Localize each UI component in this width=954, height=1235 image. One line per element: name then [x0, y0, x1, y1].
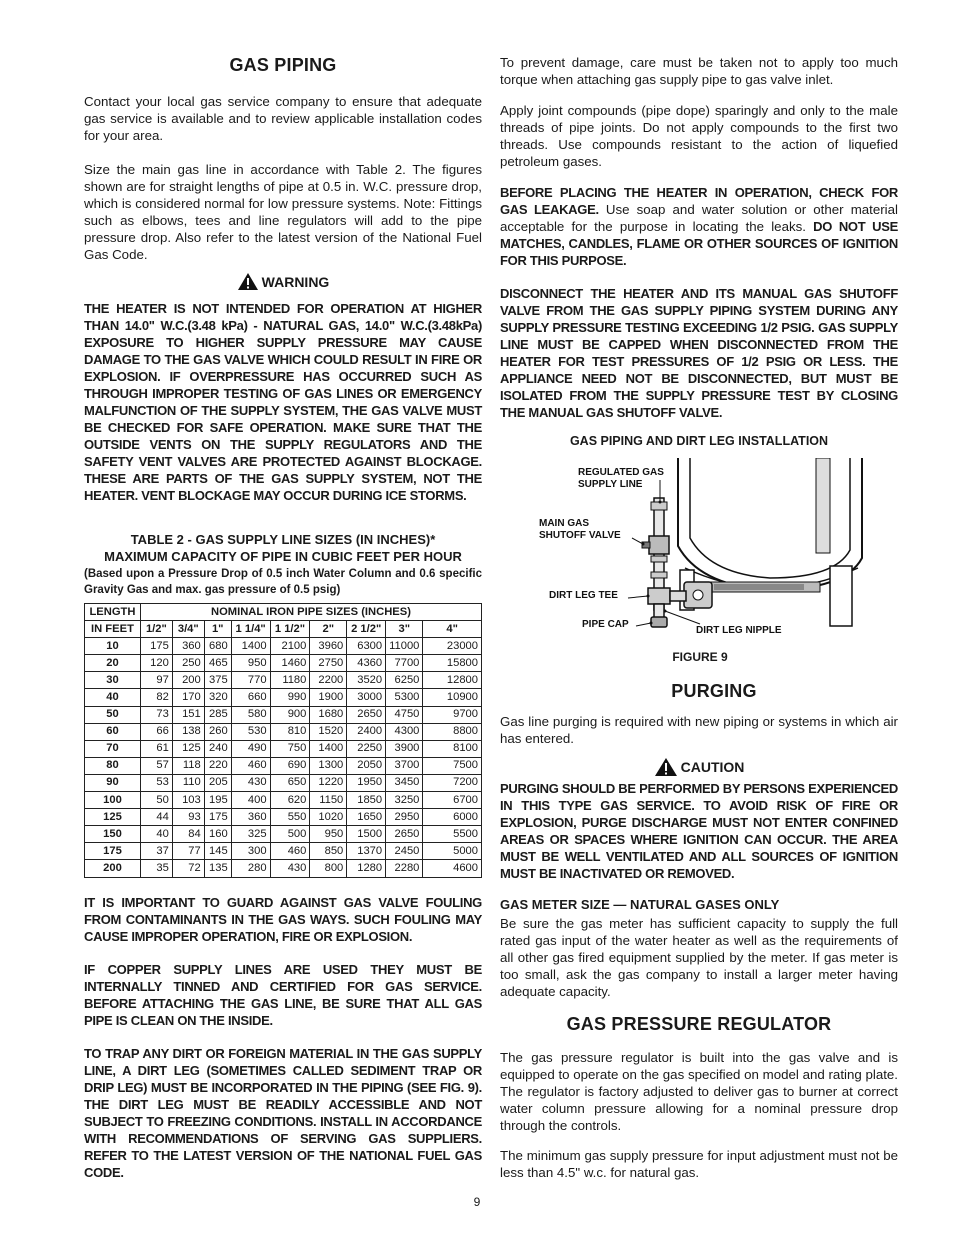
figure-label-dirt-leg-nipple: DIRT LEG NIPPLE: [696, 625, 782, 636]
table-caption-note: (Based upon a Pressure Drop of 0.5 inch Water Column and 0.6 specific Gravity Gas and max. gas pressure of 0.5 psig): [84, 568, 482, 596]
capacity-cell: 1850: [347, 792, 386, 809]
capacity-cell: 73: [140, 706, 172, 723]
gas-piping-paragraph-1: Contact your local gas service company to ensure that adequate gas service is available and to review applicable installation codes for your area.: [84, 94, 482, 143]
table-row: [85, 826, 482, 843]
warning-heading: [84, 272, 482, 291]
figure-label-shutoff-2: SHUTOFF VALVE: [539, 530, 621, 541]
capacity-cell: 5300: [386, 689, 423, 706]
capacity-cell: 175: [140, 638, 172, 655]
leak-check-plain: Use soap and water solution or other material acceptable for the purpose in locating the leaks.: [500, 202, 898, 234]
capacity-cell: 1180: [270, 672, 310, 689]
capacity-cell: 2650: [347, 706, 386, 723]
length-cell: 20: [85, 655, 141, 672]
caution-triangle-icon: [654, 757, 678, 777]
length-cell: 150: [85, 826, 141, 843]
capacity-cell: 4300: [386, 723, 423, 740]
figure-label-regulated-1: REGULATED GAS: [578, 467, 664, 478]
capacity-cell: 1280: [347, 860, 386, 877]
table-row: [85, 757, 482, 774]
length-cell: 10: [85, 638, 141, 655]
warning-text: THE HEATER IS NOT INTENDED FOR OPERATION AT HIGHER THAN 14.0" W.C.(3.48 kPa) - NATURAL GAS, 14.0" W.C.(3.48kPa) EXPOSURE TO HIGHER SUPPLY PRESSURE MAY CAUSE DAMAGE TO THE GAS VALVE WHICH COULD RESULT IN FIRE OR EXPLOSION. IF OVERPRESSURE HAS OCCURRED SUCH AS THROUGH IMPROPER TESTING OF GAS LINES OR EMERGENCY MALFUNCTION OF THE SUPPLY SYSTEM, THE GAS VALVE MUST BE CHECKED FOR SAFE OPERATION. MAKE SURE THAT THE OUTSIDE VENTS ON THE SUPPLY REGULATORS AND THE SAFETY VENT VALVES ARE PROTECTED AGAINST BLOCKAGE. THESE ARE PARTS OF THE GAS SUPPLY SYSTEM, NOT THE HEATER. VENT BLOCKAGE MAY OCCUR DURING ICE STORMS.: [84, 301, 482, 503]
capacity-cell: 990: [270, 689, 310, 706]
figure-caption: FIGURE 9: [672, 650, 728, 664]
capacity-cell: 1370: [347, 843, 386, 860]
table-row: [85, 809, 482, 826]
capacity-cell: 118: [172, 757, 204, 774]
capacity-cell: 205: [204, 774, 231, 791]
gas-piping-paragraph-2: Size the main gas line in accordance with Table 2. The figures shown are for straight lengths of pipe at 0.5 in. W.C. pressure drop, which is considered normal for low pressure systems. Note: Fittings such as elbows, tees and line regulators will add to the pipe pressure drop. Also refer to the latest version of the National Fuel Gas Code.: [84, 162, 482, 262]
capacity-cell: 500: [270, 826, 310, 843]
capacity-cell: 320: [204, 689, 231, 706]
length-cell: 175: [85, 843, 141, 860]
capacity-cell: 300: [231, 843, 270, 860]
capacity-cell: 530: [231, 723, 270, 740]
capacity-cell: 490: [231, 740, 270, 757]
pipe-size-header: 1/2": [140, 621, 172, 638]
capacity-cell: 110: [172, 774, 204, 791]
length-cell: 80: [85, 757, 141, 774]
capacity-cell: 93: [172, 809, 204, 826]
capacity-cell: 5000: [423, 843, 482, 860]
capacity-cell: 650: [270, 774, 310, 791]
capacity-cell: 2450: [386, 843, 423, 860]
leak-check-paragraph: [500, 184, 898, 269]
figure-label-regulated-line: [578, 467, 664, 491]
capacity-cell: 375: [204, 672, 231, 689]
capacity-cell: 1460: [270, 655, 310, 672]
capacity-cell: 97: [140, 672, 172, 689]
capacity-cell: 1900: [310, 689, 347, 706]
table-row: [85, 774, 482, 791]
capacity-cell: 6250: [386, 672, 423, 689]
figure-label-dirt-leg-tee: DIRT LEG TEE: [549, 590, 618, 601]
capacity-cell: 2250: [347, 740, 386, 757]
capacity-cell: 3520: [347, 672, 386, 689]
dirt-leg-figure: [500, 458, 898, 648]
capacity-cell: 800: [310, 860, 347, 877]
capacity-cell: 6000: [423, 809, 482, 826]
caution-text: PURGING SHOULD BE PERFORMED BY PERSONS EXPERIENCED IN THIS TYPE GAS SERVICE. TO AVOID RISK OF FIRE OR EXPLOSION, PURGE DISCHARGE MUST NOT ENTER CONFINED AREAS OR SPACES WHERE IGNITION CAN OCCUR. THE AREA MUST BE WELL VENTILATED AND ALL SOURCES OF IGNITION MUST BE INACTIVATED OR REMOVED.: [500, 781, 898, 881]
capacity-cell: 138: [172, 723, 204, 740]
capacity-cell: 1020: [310, 809, 347, 826]
regulator-paragraph-2: The minimum gas supply pressure for input adjustment must not be less than 4.5" w.c. for natural gas.: [500, 1148, 898, 1180]
capacity-cell: 285: [204, 706, 231, 723]
figure-label-shutoff-valve: [539, 518, 621, 542]
capacity-cell: 460: [231, 757, 270, 774]
leak-check-bold-b: DO NOT USE MATCHES, CANDLES, FLAME OR OTHER SOURCES OF IGNITION FOR THIS PURPOSE.: [500, 219, 898, 268]
capacity-cell: 151: [172, 706, 204, 723]
capacity-cell: 53: [140, 774, 172, 791]
capacity-cell: 250: [172, 655, 204, 672]
capacity-cell: 5500: [423, 826, 482, 843]
table-row: [85, 740, 482, 757]
warning-triangle-icon: [237, 272, 259, 291]
leak-check-bold-a: BEFORE PLACING THE HEATER IN OPERATION, CHECK FOR GAS LEAKAGE.: [500, 185, 898, 217]
capacity-cell: 3250: [386, 792, 423, 809]
table-row: [85, 706, 482, 723]
capacity-cell: 15800: [423, 655, 482, 672]
capacity-cell: 430: [270, 860, 310, 877]
capacity-cell: 810: [270, 723, 310, 740]
capacity-cell: 900: [270, 706, 310, 723]
capacity-cell: 260: [204, 723, 231, 740]
capacity-cell: 61: [140, 740, 172, 757]
figure-label-regulated-2: SUPPLY LINE: [578, 479, 643, 490]
capacity-cell: 2950: [386, 809, 423, 826]
gas-meter-heading: GAS METER SIZE — NATURAL GASES ONLY: [500, 897, 780, 912]
table-row: [85, 689, 482, 706]
capacity-cell: 400: [231, 792, 270, 809]
capacity-cell: 3960: [310, 638, 347, 655]
table-row: [85, 638, 482, 655]
capacity-cell: 10900: [423, 689, 482, 706]
length-cell: 40: [85, 689, 141, 706]
capacity-cell: 23000: [423, 638, 482, 655]
dirt-leg-illustration: [500, 458, 898, 648]
capacity-cell: 50: [140, 792, 172, 809]
pipe-size-header: 1 1/4": [231, 621, 270, 638]
disconnect-paragraph: DISCONNECT THE HEATER AND ITS MANUAL GAS SHUTOFF VALVE FROM THE GAS SUPPLY PIPING SYSTEM DURING ANY SUPPLY PRESSURE TESTING EXCEEDING 1/2 PSIG. GAS SUPPLY LINE MUST BE CAPPED WHEN DISCONNECTED FROM THE HEATER FOR TEST PRESSURES OF 1/2 PSIG OR LESS. THE APPLIANCE NEED NOT BE DISCONNECTED, BUT MUST BE ISOLATED FROM THE SUPPLY PRESSURE TEST BY CLOSING THE MANUAL GAS SHUTOFF VALVE.: [500, 286, 898, 420]
gas-piping-heading: GAS PIPING: [229, 55, 337, 75]
fouling-paragraph: IT IS IMPORTANT TO GUARD AGAINST GAS VALVE FOULING FROM CONTAMINANTS IN THE GAS WAYS. SUCH FOULING MAY CAUSE IMPROPER OPERATION, FIRE OR EXPLOSION.: [84, 895, 482, 944]
capacity-cell: 1300: [310, 757, 347, 774]
capacity-cell: 1400: [231, 638, 270, 655]
capacity-cell: 125: [172, 740, 204, 757]
capacity-cell: 8100: [423, 740, 482, 757]
gas-meter-paragraph: Be sure the gas meter has sufficient capacity to supply the full rated gas input of the water heater as well as the requirements of all other gas fired equipment supplied by the meter. If gas meter is too small, ask the gas company to install a larger meter having adequate capacity.: [500, 916, 898, 999]
capacity-cell: 57: [140, 757, 172, 774]
capacity-cell: 200: [172, 672, 204, 689]
capacity-cell: 120: [140, 655, 172, 672]
pipe-size-header: 1": [204, 621, 231, 638]
capacity-cell: 460: [270, 843, 310, 860]
pipe-size-header: 3": [386, 621, 423, 638]
pipe-size-header: 3/4": [172, 621, 204, 638]
capacity-cell: 1150: [310, 792, 347, 809]
capacity-cell: 550: [270, 809, 310, 826]
capacity-cell: 360: [231, 809, 270, 826]
capacity-cell: 195: [204, 792, 231, 809]
figure-label-shutoff-1: MAIN GAS: [539, 518, 589, 529]
joint-compound-paragraph: Apply joint compounds (pipe dope) sparingly and only to the male threads of pipe joints. Do not apply compounds to the first two threads. Use compounds resistant to the action of liquefied petroleum gases.: [500, 103, 898, 169]
gas-supply-table: [84, 603, 482, 878]
capacity-cell: 4360: [347, 655, 386, 672]
capacity-cell: 850: [310, 843, 347, 860]
dirt-leg-paragraph: TO TRAP ANY DIRT OR FOREIGN MATERIAL IN THE GAS SUPPLY LINE, A DIRT LEG (SOMETIMES CALLED SEDIMENT TRAP OR DRIP LEG) MUST BE INCORPORATED IN THE PIPING (SEE FIG. 9). THE DIRT LEG MUST BE READILY ACCESSIBLE AND NOT SUBJECT TO FREEZING CONDITIONS. INSTALL IN ACCORDANCE WITH RECOMMENDATIONS OF SERVING GAS SUPPLIERS. REFER TO THE LATEST VERSION OF THE NATIONAL FUEL GAS CODE.: [84, 1046, 482, 1180]
capacity-cell: 2200: [310, 672, 347, 689]
capacity-cell: 280: [231, 860, 270, 877]
length-header: LENGTH: [85, 604, 141, 621]
copper-lines-paragraph: IF COPPER SUPPLY LINES ARE USED THEY MUST BE INTERNALLY TINNED AND CERTIFIED FOR GAS SERVICE. BEFORE ATTACHING THE GAS LINE, BE SURE THAT ALL GAS PIPE IS CLEAN ON THE INSIDE.: [84, 962, 482, 1028]
length-cell: 200: [85, 860, 141, 877]
table-row: [85, 792, 482, 809]
capacity-cell: 8800: [423, 723, 482, 740]
warning-label: WARNING: [261, 273, 330, 290]
capacity-cell: 690: [270, 757, 310, 774]
capacity-cell: 84: [172, 826, 204, 843]
purging-paragraph: Gas line purging is required with new piping or systems in which air has entered.: [500, 714, 898, 746]
pipe-size-header: 4": [423, 621, 482, 638]
capacity-cell: 1400: [310, 740, 347, 757]
caution-heading: [500, 757, 898, 777]
capacity-cell: 680: [204, 638, 231, 655]
figure-label-pipe-cap: PIPE CAP: [582, 619, 629, 630]
table-row: [85, 843, 482, 860]
in-feet-header: IN FEET: [85, 621, 141, 638]
capacity-cell: 77: [172, 843, 204, 860]
capacity-cell: 7500: [423, 757, 482, 774]
capacity-cell: 40: [140, 826, 172, 843]
capacity-cell: 35: [140, 860, 172, 877]
page-number: 9: [473, 1195, 481, 1209]
table-caption-title: TABLE 2 - GAS SUPPLY LINE SIZES (IN INCHES)*: [130, 532, 436, 547]
regulator-paragraph-1: The gas pressure regulator is built into the gas valve and is equipped to operate on the gas specified on model and rating plate. The regulator is factory adjusted to deliver gas to burner at correct water column pressure allowing for a nominal pressure drop through the controls.: [500, 1050, 898, 1133]
capacity-cell: 2100: [270, 638, 310, 655]
capacity-cell: 770: [231, 672, 270, 689]
capacity-cell: 325: [231, 826, 270, 843]
capacity-cell: 11000: [386, 638, 423, 655]
capacity-cell: 660: [231, 689, 270, 706]
capacity-cell: 9700: [423, 706, 482, 723]
capacity-cell: 37: [140, 843, 172, 860]
capacity-cell: 103: [172, 792, 204, 809]
capacity-cell: 620: [270, 792, 310, 809]
table-row: [85, 723, 482, 740]
table-caption-subtitle: MAXIMUM CAPACITY OF PIPE IN CUBIC FEET PER HOUR: [104, 549, 462, 564]
capacity-cell: 135: [204, 860, 231, 877]
table-row: [85, 672, 482, 689]
figure-title: GAS PIPING AND DIRT LEG INSTALLATION: [569, 434, 829, 448]
capacity-cell: 72: [172, 860, 204, 877]
capacity-cell: 4750: [386, 706, 423, 723]
length-cell: 70: [85, 740, 141, 757]
capacity-cell: 6300: [347, 638, 386, 655]
capacity-cell: 950: [231, 655, 270, 672]
capacity-cell: 7200: [423, 774, 482, 791]
capacity-cell: 7700: [386, 655, 423, 672]
capacity-cell: 1650: [347, 809, 386, 826]
capacity-cell: 2650: [386, 826, 423, 843]
capacity-cell: 2400: [347, 723, 386, 740]
length-cell: 125: [85, 809, 141, 826]
capacity-cell: 1220: [310, 774, 347, 791]
capacity-cell: 360: [172, 638, 204, 655]
length-cell: 30: [85, 672, 141, 689]
capacity-cell: 1950: [347, 774, 386, 791]
length-cell: 50: [85, 706, 141, 723]
capacity-cell: 580: [231, 706, 270, 723]
caution-label: CAUTION: [680, 759, 745, 775]
capacity-cell: 2050: [347, 757, 386, 774]
capacity-cell: 160: [204, 826, 231, 843]
nominal-size-header: NOMINAL IRON PIPE SIZES (INCHES): [140, 604, 481, 621]
capacity-cell: 465: [204, 655, 231, 672]
capacity-cell: 2750: [310, 655, 347, 672]
capacity-cell: 1500: [347, 826, 386, 843]
capacity-cell: 240: [204, 740, 231, 757]
capacity-cell: 1680: [310, 706, 347, 723]
capacity-cell: 3450: [386, 774, 423, 791]
capacity-cell: 145: [204, 843, 231, 860]
capacity-cell: 82: [140, 689, 172, 706]
capacity-cell: 3700: [386, 757, 423, 774]
capacity-cell: 1520: [310, 723, 347, 740]
capacity-cell: 44: [140, 809, 172, 826]
pipe-size-header: 1 1/2": [270, 621, 310, 638]
capacity-cell: 3000: [347, 689, 386, 706]
capacity-cell: 950: [310, 826, 347, 843]
purging-heading: PURGING: [671, 681, 757, 701]
gas-pressure-regulator-heading: GAS PRESSURE REGULATOR: [566, 1014, 832, 1034]
capacity-cell: 220: [204, 757, 231, 774]
capacity-cell: 170: [172, 689, 204, 706]
length-cell: 90: [85, 774, 141, 791]
table-row: [85, 860, 482, 877]
length-cell: 100: [85, 792, 141, 809]
capacity-cell: 4600: [423, 860, 482, 877]
length-cell: 60: [85, 723, 141, 740]
pipe-size-header: 2": [310, 621, 347, 638]
capacity-cell: 66: [140, 723, 172, 740]
pipe-size-header: 2 1/2": [347, 621, 386, 638]
capacity-cell: 2280: [386, 860, 423, 877]
capacity-cell: 6700: [423, 792, 482, 809]
table-row: [85, 655, 482, 672]
capacity-cell: 175: [204, 809, 231, 826]
torque-paragraph: To prevent damage, care must be taken not to apply too much torque when attaching gas supply pipe to gas valve inlet.: [500, 55, 898, 87]
capacity-cell: 3900: [386, 740, 423, 757]
capacity-cell: 12800: [423, 672, 482, 689]
capacity-cell: 430: [231, 774, 270, 791]
capacity-cell: 750: [270, 740, 310, 757]
